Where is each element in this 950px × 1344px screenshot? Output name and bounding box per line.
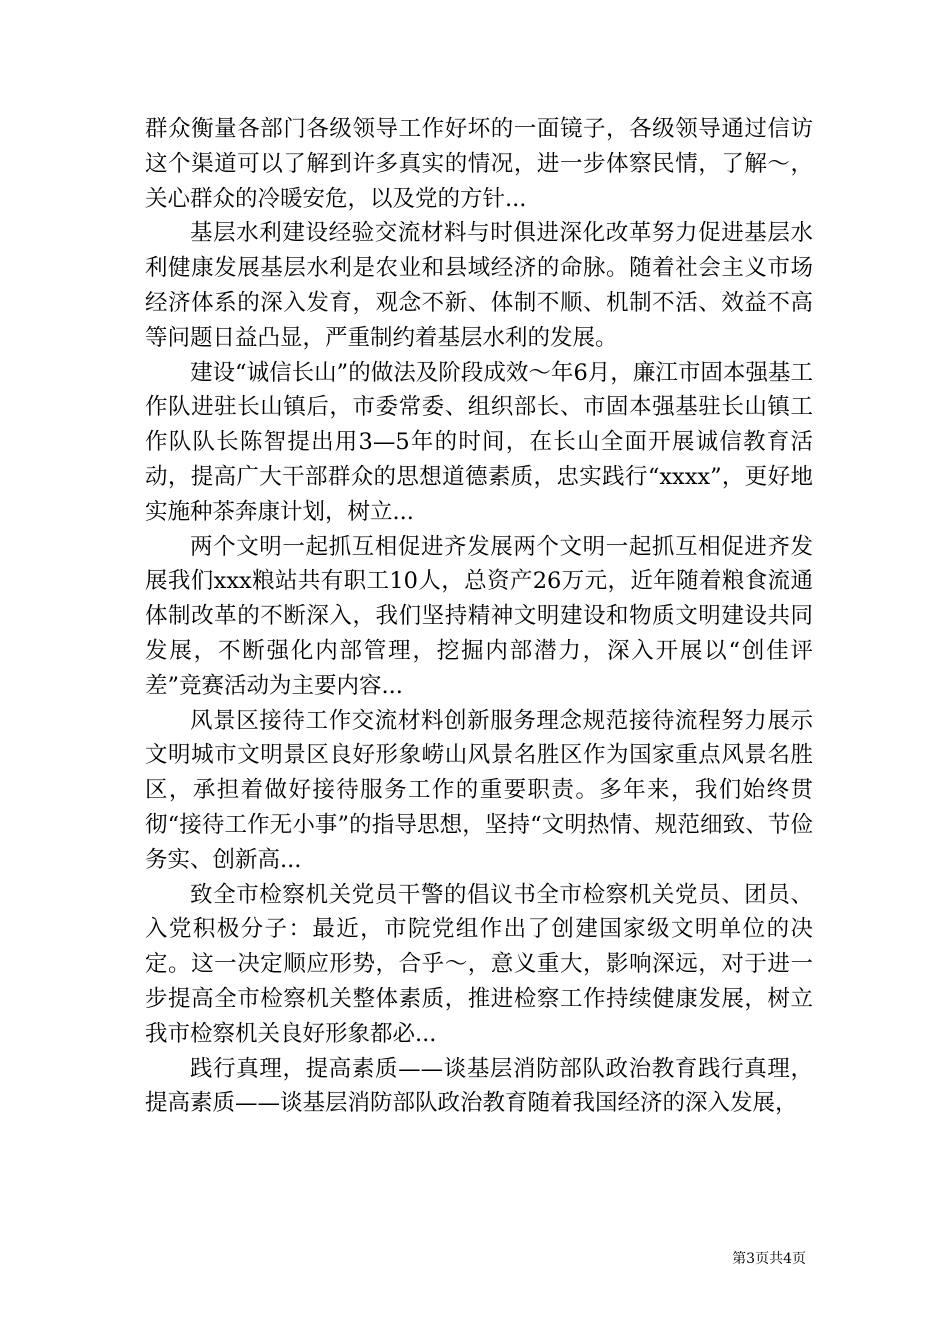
document-body	[145, 112, 813, 1121]
paragraph: 建设“诚信长山”的做法及阶段成效～年6月，廉江市固本强基工作队进驻长山镇后，市委常委、组织部长、市固本强基驻长山镇工作队队长陈智提出用3—5年的时间，在长山全面开展诚信教育活动，提高广大干部群众的思想道德素质，忠实践行“xxxx”，更好地实施种茶奔康计划，树立...	[145, 359, 813, 525]
paragraph: 践行真理，提高素质——谈基层消防部队政治教育践行真理，提高素质——谈基层消防部队政治教育随着我国经济的深入发展，	[145, 1055, 813, 1117]
paragraph: 致全市检察机关党员干警的倡议书全市检察机关党员、团员、入党积极分子：最近，市院党组作出了创建国家级文明单位的决定。这一决定顺应形势，合乎～，意义重大，影响深远，对于进一步提高全市检察机关整体素质，推进检察工作持续健康发展，树立我市检察机关良好形象都必...	[145, 881, 813, 1047]
paragraph: 基层水利建设经验交流材料与时俱进深化改革努力促进基层水利健康发展基层水利是农业和县域经济的命脉。随着社会主义市场经济体系的深入发育，观念不新、体制不顺、机制不活、效益不高等问题日益凸显，严重制约着基层水利的发展。	[145, 220, 813, 351]
paragraph: 两个文明一起抓互相促进齐发展两个文明一起抓互相促进齐发展我们xxx粮站共有职工10人，总资产26万元，近年随着粮食流通体制改革的不断深入，我们坚持精神文明建设和物质文明建设共同发展，不断强化内部管理，挖掘内部潜力，深入开展以“创佳评差”竞赛活动为主要内容...	[145, 533, 813, 699]
page-number: 第3页共4页	[732, 1251, 806, 1267]
paragraph: 风景区接待工作交流材料创新服务理念规范接待流程努力展示文明城市文明景区良好形象崂山风景名胜区作为国家重点风景名胜区，承担着做好接待服务工作的重要职责。多年来，我们始终贯彻“接待工作无小事”的指导思想，坚持“文明热情、规范细致、节俭务实、创新高...	[145, 707, 813, 873]
paragraph: 群众衡量各部门各级领导工作好坏的一面镜子，各级领导通过信访这个渠道可以了解到许多真实的情况，进一步体察民情，了解～，关心群众的冷暖安危，以及党的方针...	[145, 116, 813, 212]
